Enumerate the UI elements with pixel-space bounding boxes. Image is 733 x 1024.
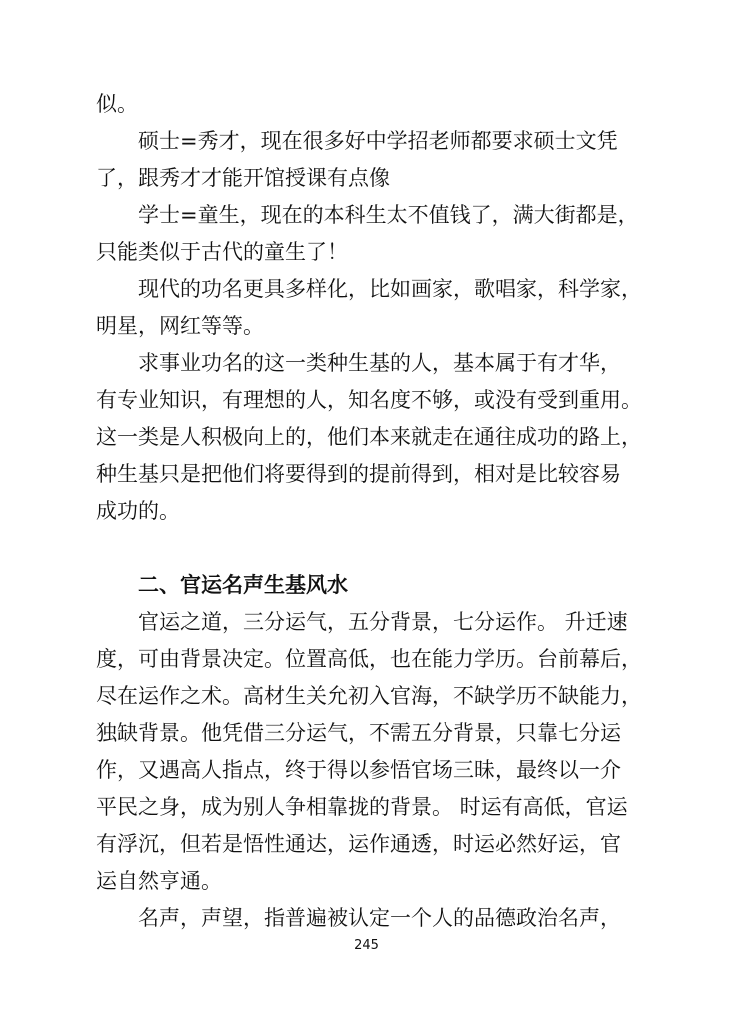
text-line: 求事业功名的这一类种生基的人，基本属于有才华，	[138, 351, 621, 375]
text-line: 成功的。	[96, 499, 180, 523]
text-line: 了，跟秀才才能开馆授课有点像	[96, 166, 390, 190]
section-heading: 二、官运名声生基风水	[138, 573, 348, 597]
text-line: 有浮沉，但若是悟性通达，运作通透，时运必然好运，官	[96, 832, 621, 856]
text-line: 运自然亨通。	[96, 869, 222, 893]
text-line: 平民之身，成为别人争相靠拢的背景。 时运有高低，官运	[96, 795, 628, 819]
text-line: 硕士=秀才，现在很多好中学招老师都要求硕士文凭	[138, 129, 618, 153]
text-line: 明星，网红等等。	[96, 314, 264, 338]
text-line: 度，可由背景决定。位置高低，也在能力学历。台前幕后，	[96, 647, 642, 671]
text-line: 学士=童生，现在的本科生太不值钱了，满大街都是，	[138, 203, 639, 227]
text-line: 作，又遇高人指点，终于得以参悟官场三昧，最终以一介	[96, 758, 621, 782]
text-line: 现代的功名更具多样化，比如画家，歌唱家，科学家，	[138, 277, 642, 301]
text-line: 有专业知识，有理想的人，知名度不够，或没有受到重用。	[96, 388, 642, 412]
text-line: 只能类似于古代的童生了！	[96, 240, 348, 264]
text-line: 这一类是人积极向上的，他们本来就走在通往成功的路上，	[96, 425, 642, 449]
page-number: 245	[354, 938, 379, 953]
text-line: 尽在运作之术。高材生关允初入官海，不缺学历不缺能力，	[96, 684, 642, 708]
text-line: 名声，声望，指普遍被认定一个人的品德政治名声，	[138, 906, 621, 930]
text-line: 独缺背景。他凭借三分运气，不需五分背景，只靠七分运	[96, 721, 621, 745]
text-line: 种生基只是把他们将要得到的提前得到，相对是比较容易	[96, 462, 621, 486]
body-text	[96, 86, 641, 937]
text-line: 似。	[96, 92, 138, 116]
text-line: 官运之道，三分运气，五分背景，七分运作。 升迁速	[138, 610, 628, 634]
